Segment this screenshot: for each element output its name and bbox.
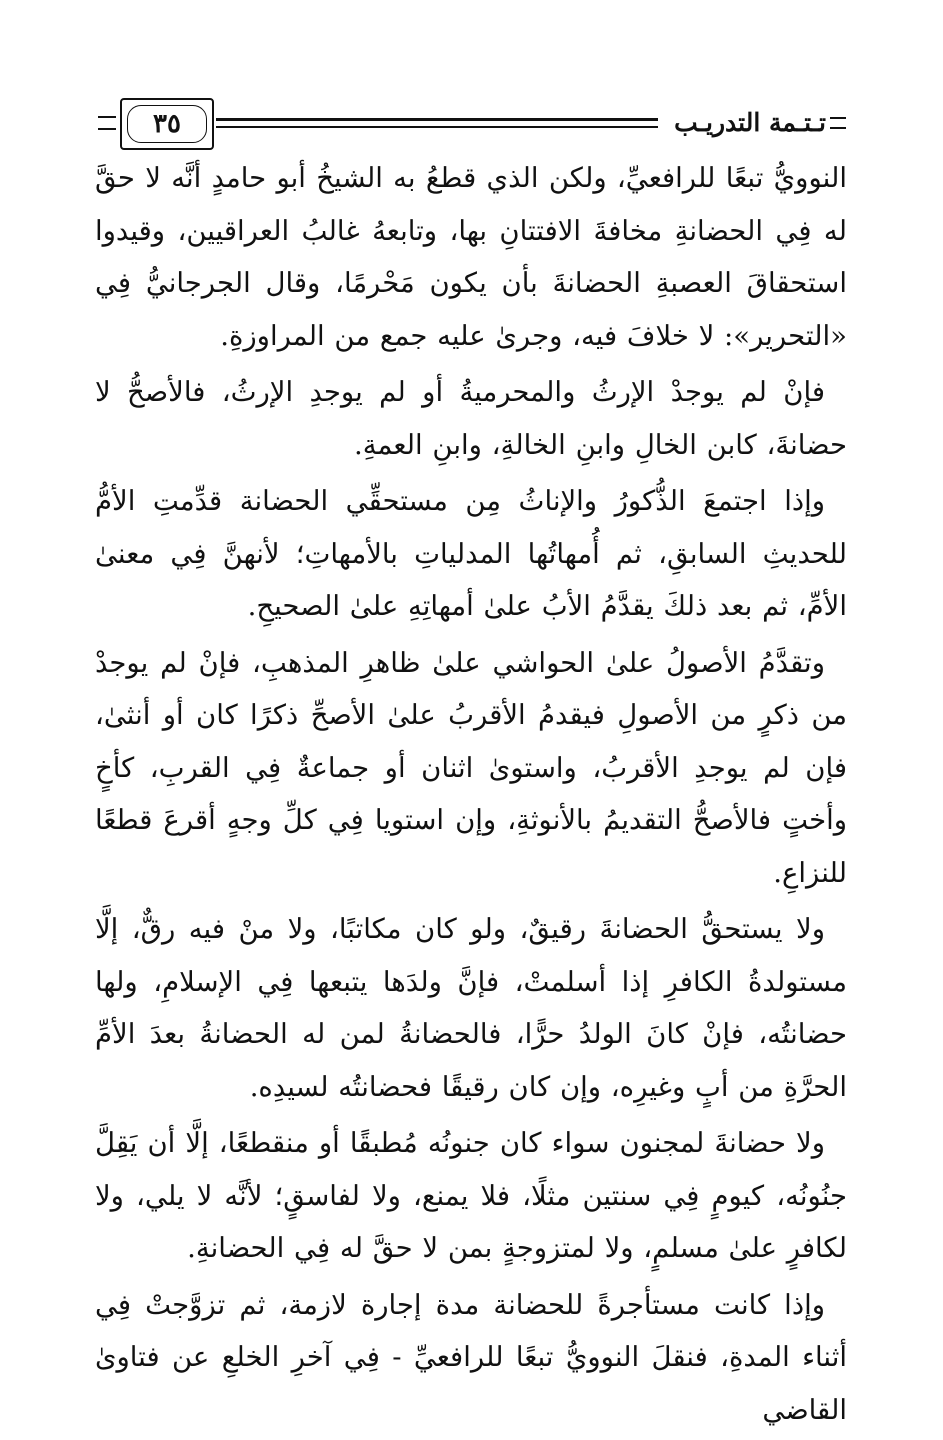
paragraph: وإذا اجتمعَ الذُّكورُ والإناثُ مِن مستحقِّي الحضانة قدِّمتِ الأمُّ للحديثِ السابقِ، ثم أُمهاتُها المدلياتِ بالأمهاتِ؛ لأنهنَّ فِي معنىٰ الأمِّ، ثم بعد ذلكَ يقدَّمُ الأبُ علىٰ أمهاتِهِ علىٰ الصحيحِ. [95,485,847,622]
paragraph: ولا يستحقُّ الحضانةَ رقيقٌ، ولو كان مكاتبًا، ولا منْ فيه رقٌّ، إلَّا مستولدةُ الكافرِ إذا أسلمتْ، فإنَّ ولدَها يتبعها فِي الإسلامِ، ولها حضانتُه، فإنْ كانَ الولدُ حرًّا، فالحضانةُ لمن له الحضانةُ بعدَ الأمِّ الحرَّةِ من أبٍ وغيرِه، وإن كان رقيقًا فحضانتُه لسيدِه. [95,913,847,1103]
paragraph: وتقدَّمُ الأصولُ علىٰ الحواشي علىٰ ظاهرِ المذهبِ، فإنْ لم يوجدْ من ذكرٍ من الأصولِ فيقدمُ الأقربُ علىٰ الأصحِّ ذكرًا كان أو أنثىٰ، فإن لم يوجدِ الأقربُ، واستوىٰ اثنان أو جماعةٌ فِي القربِ، كأخٍ وأختٍ فالأصحُّ التقديمُ بالأنوثةِ، وإن استويا فِي كلِّ وجهٍ أقرعَ قطعًا للنزاعِ. [95,646,847,889]
header-rule [216,118,658,128]
page-header [98,98,846,152]
running-title: تـتـمة التدريـب [674,108,826,137]
paragraph: فإنْ لم يوجدْ الإرثُ والمحرميةُ أو لم يوجدِ الإرثُ، فالأصحُّ لا حضانةَ، كابن الخالِ وابنِ الخالةِ، وابنِ العمةِ. [95,376,847,461]
paragraph: وإذا كانت مستأجرةً للحضانة مدة إجارة لازمة، ثم تزوَّجتْ فِي أثناء المدةِ، فنقلَ النوويُّ تبعًا للرافعيِّ - فِي آخرِ الخلعِ عن فتاوىٰ القاضي [95,1288,847,1426]
header-ornament-right [830,117,846,129]
paragraph: ولا حضانةَ لمجنون سواء كان جنونُه مُطبقًا أو منقطعًا، إلَّا أن يَقِلَّ جنُونُه، كيومٍ فِي سنتين مثلًا، فلا يمنع، ولا لفاسقٍ؛ لأنَّه لا يلي، ولا لكافرٍ علىٰ مسلمٍ، ولا لمتزوجةٍ بمن لا حقَّ له فِي الحضانةِ. [95,1127,847,1264]
page-number-frame [120,98,214,150]
page-number: ٣٥ [153,109,181,139]
body-text [95,152,847,1440]
paragraph: النوويُّ تبعًا للرافعيِّ، ولكن الذي قطعُ به الشيخُ أبو حامدٍ أنَّه لا حقَّ له فِي الحضانةِ مخافةَ الافتتانِ بها، وتابعهُ غالبُ العراقيين، وقيدوا استحقاقَ العصبةِ الحضانةَ بأن يكون مَحْرمًا، وقال الجرجانيُّ فِي «التحرير»: لا خلافَ فيه، وجرىٰ عليه جمع من المراوزةِ. [95,162,847,352]
header-ornament-left [98,116,116,130]
